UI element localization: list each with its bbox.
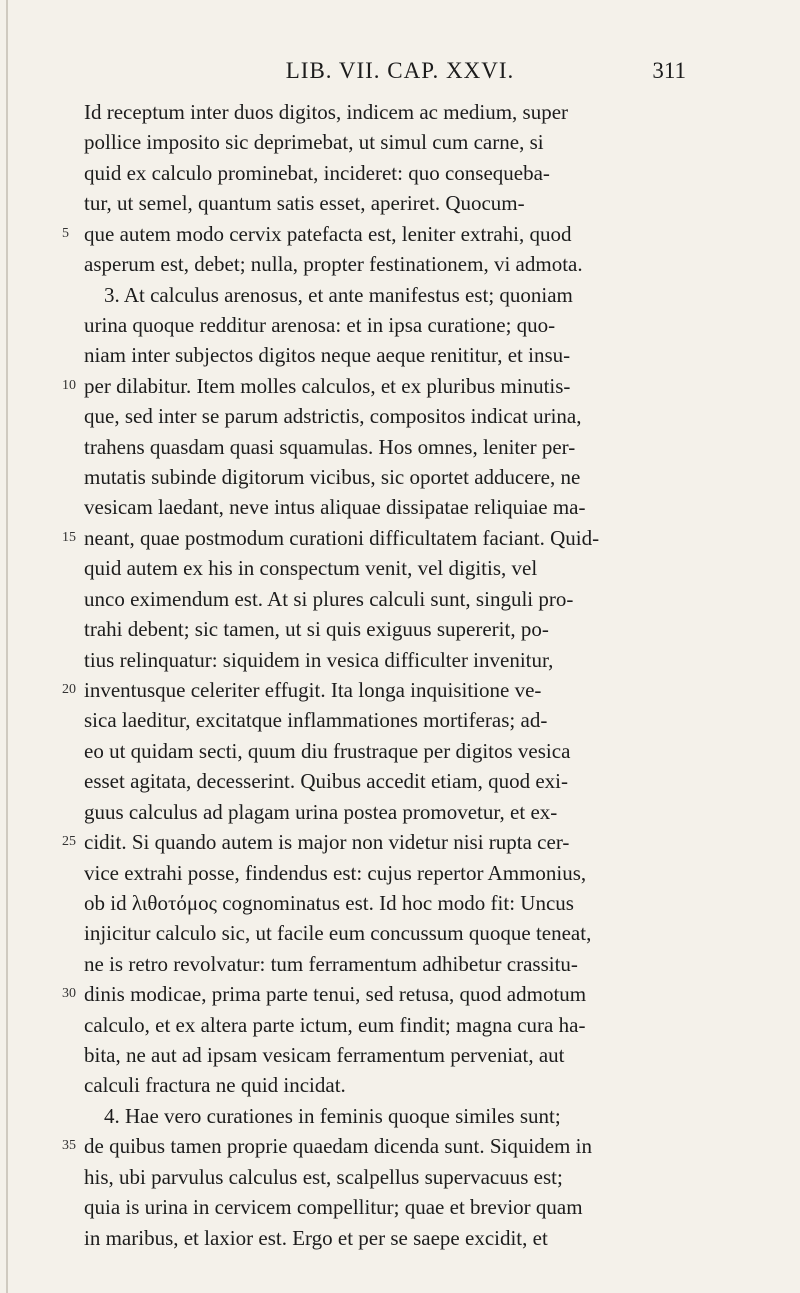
text-line <box>62 827 686 857</box>
line-text: Id receptum inter duos digitos, indicem ac medium, super <box>84 100 569 124</box>
line-number: 15 <box>62 529 76 545</box>
text-line <box>62 614 686 644</box>
text-line <box>62 1101 686 1131</box>
text-line <box>62 401 686 431</box>
line-text: sica laeditur, excitatque inflammationes mortiferas; ad- <box>84 708 548 733</box>
page-number: 311 <box>652 58 686 83</box>
text-line <box>62 1192 686 1222</box>
line-number: 20 <box>62 681 76 697</box>
line-number: 35 <box>62 1138 76 1154</box>
line-text: trahi debent; sic tamen, ut si quis exiguus supererit, po- <box>84 617 549 642</box>
text-line <box>62 158 686 188</box>
line-text: per dilabitur. Item molles calculos, et ex pluribus minutis- <box>84 373 571 398</box>
text-line <box>62 797 686 827</box>
text-line <box>62 645 686 675</box>
text-line <box>62 858 686 888</box>
text-line <box>62 888 686 918</box>
text-line <box>62 249 686 279</box>
text-line <box>62 523 686 553</box>
line-text: quid ex calculo prominebat, incideret: quo consequeba- <box>84 160 550 185</box>
page-edge-rule <box>6 0 8 1293</box>
text-line <box>62 492 686 522</box>
line-number: 25 <box>62 834 76 850</box>
line-text: asperum est, debet; nulla, propter festinationem, vi admota. <box>84 252 583 277</box>
line-text: in maribus, et laxior est. Ergo et per se saepe excidit, et <box>84 1225 548 1250</box>
text-line <box>62 432 686 462</box>
text-line <box>62 1131 686 1161</box>
line-text: vice extrahi posse, findendus est: cujus repertor Ammonius, <box>84 860 587 885</box>
text-line <box>62 188 686 218</box>
line-text: calculi fractura ne quid incidat. <box>84 1073 346 1098</box>
text-line <box>62 675 686 705</box>
line-number: 10 <box>62 377 76 393</box>
text-line <box>62 371 686 401</box>
text-line <box>62 310 686 340</box>
line-text: 3. At calculus arenosus, et ante manifestus est; quoniam <box>104 282 573 307</box>
line-text: inventusque celeriter effugit. Ita longa inquisitione ve- <box>84 677 542 702</box>
text-line <box>62 918 686 948</box>
line-text: bita, ne aut ad ipsam vesicam ferramentum perveniat, aut <box>84 1043 565 1068</box>
line-text: cidit. Si quando autem is major non videtur nisi rupta cer- <box>84 830 570 855</box>
line-text: ob id λιθοτόμος cognominatus est. Id hoc modo fit: Uncus <box>84 890 574 915</box>
text-line <box>62 949 686 979</box>
line-text: mutatis subinde digitorum vicibus, sic oportet adducere, ne <box>84 465 581 490</box>
line-text: vesicam laedant, neve intus aliquae dissipatae reliquiae ma- <box>84 495 586 520</box>
line-text: que, sed inter se parum adstrictis, compositos indicat urina, <box>84 404 582 429</box>
text-line <box>62 766 686 796</box>
line-text: tius relinquatur: siquidem in vesica difficulter invenitur, <box>84 647 554 672</box>
line-text: niam inter subjectos digitos neque aeque renititur, et insu- <box>84 343 571 368</box>
text-line <box>62 280 686 310</box>
text-line <box>62 340 686 370</box>
running-head: LIB. VII. CAP. XXVI. <box>285 58 515 83</box>
page-header <box>0 58 800 90</box>
line-text: quid autem ex his in conspectum venit, vel digitis, vel <box>84 556 538 581</box>
line-number: 5 <box>62 225 69 241</box>
text-line <box>62 584 686 614</box>
text-line <box>62 979 686 1009</box>
text-line <box>62 705 686 735</box>
line-text: neant, quae postmodum curationi difficultatem faciant. Quid- <box>84 525 600 550</box>
text-line <box>62 1070 686 1100</box>
line-text: injicitur calculo sic, ut facile eum concussum quoque teneat, <box>84 921 592 946</box>
line-text: quia is urina in cervicem compellitur; quae et brevior quam <box>84 1195 583 1220</box>
line-number: 30 <box>62 986 76 1002</box>
text-line <box>62 1040 686 1070</box>
line-text: calculo, et ex altera parte ictum, eum findit; magna cura ha- <box>84 1012 586 1037</box>
text-line <box>62 736 686 766</box>
line-text: unco eximendum est. At si plures calculi sunt, singuli pro- <box>84 586 574 611</box>
text-line <box>62 219 686 249</box>
line-text: pollice imposito sic deprimebat, ut simul cum carne, si <box>84 130 544 155</box>
text-line <box>62 462 686 492</box>
line-text: de quibus tamen proprie quaedam dicenda sunt. Siquidem in <box>84 1134 592 1159</box>
line-text: esset agitata, decesserint. Quibus accedit etiam, quod exi- <box>84 769 568 794</box>
line-text: urina quoque redditur arenosa: et in ipsa curatione; quo- <box>84 312 556 337</box>
line-text: que autem modo cervix patefacta est, leniter extrahi, quod <box>84 221 572 246</box>
line-text: eo ut quidam secti, quum diu frustraque per digitos vesica <box>84 738 571 763</box>
line-text: tur, ut semel, quantum satis esset, aperiret. Quocum- <box>84 191 525 216</box>
text-line <box>62 1010 686 1040</box>
line-text: guus calculus ad plagam urina postea promovetur, et ex- <box>84 799 558 824</box>
line-text: dinis modicae, prima parte tenui, sed retusa, quod admotum <box>84 982 587 1007</box>
line-text: his, ubi parvulus calculus est, scalpellus supervacuus est; <box>84 1164 563 1189</box>
text-line <box>62 553 686 583</box>
line-text: 4. Hae vero curationes in feminis quoque similes sunt; <box>104 1103 561 1128</box>
text-line <box>62 127 686 157</box>
line-text: trahens quasdam quasi squamulas. Hos omnes, leniter per- <box>84 434 576 459</box>
text-line <box>62 1223 686 1253</box>
line-text: ne is retro revolvatur: tum ferramentum adhibetur crassitu- <box>84 951 578 976</box>
text-line <box>62 97 686 127</box>
text-line <box>62 1162 686 1192</box>
